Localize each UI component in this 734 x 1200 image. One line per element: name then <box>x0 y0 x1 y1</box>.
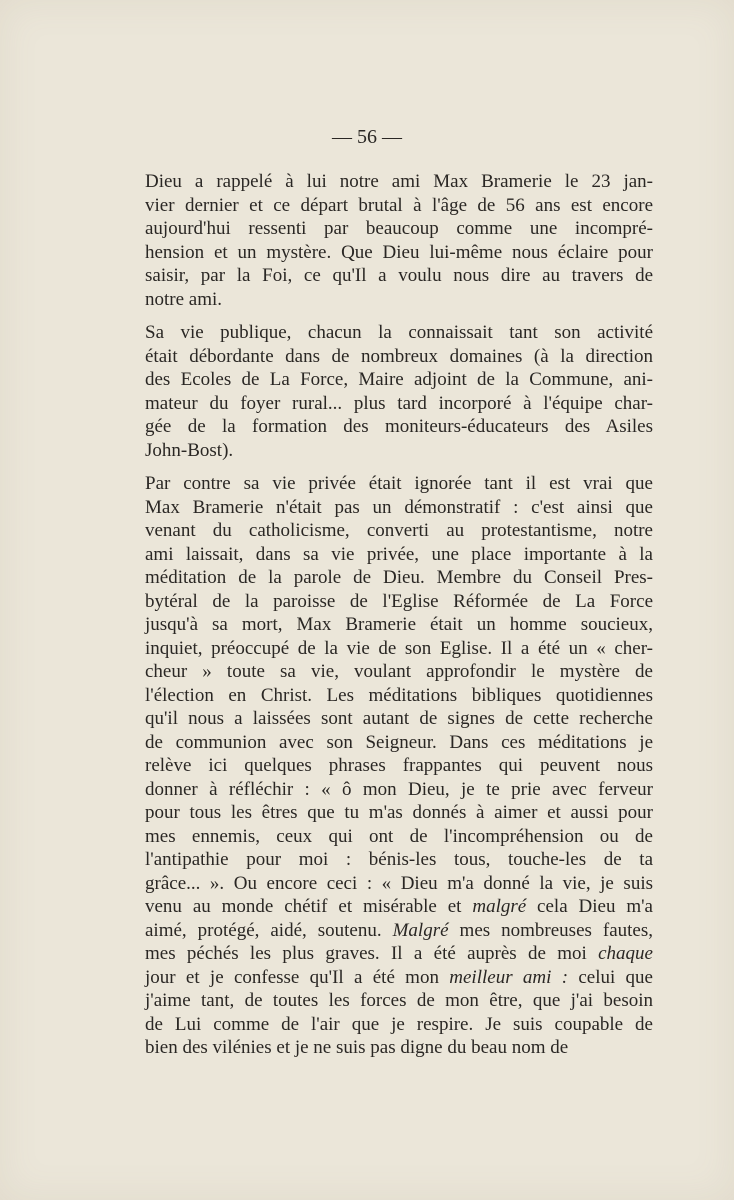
body-text <box>145 170 653 1070</box>
text-segment: cela Dieu m'a <box>526 896 653 917</box>
paragraph <box>145 472 653 1060</box>
text-line <box>145 590 653 614</box>
text-line <box>145 415 653 439</box>
text-segment: ami laissait, dans sa vie privée, une place importante à la <box>145 543 653 565</box>
text-line <box>145 368 653 392</box>
text-segment: de communion avec son Seigneur. Dans ces méditations je <box>145 731 653 753</box>
text-segment: vier dernier et ce départ brutal à l'âge de 56 ans est encore <box>145 194 653 216</box>
text-segment: aimé, protégé, aidé, soutenu. <box>145 919 393 941</box>
text-line <box>145 241 653 265</box>
paragraph <box>145 170 653 311</box>
text-segment: des Ecoles de La Force, Maire adjoint de la Commune, ani- <box>145 369 653 390</box>
text-segment: notre ami. <box>145 288 223 310</box>
text-line <box>145 519 653 543</box>
text-line <box>145 345 653 369</box>
text-segment: aujourd'hui ressenti par beaucoup comme une incompré- <box>145 218 653 239</box>
text-line <box>145 1036 653 1060</box>
text-line <box>145 801 653 825</box>
italic-text: meilleur ami : <box>449 966 569 988</box>
paragraph <box>145 321 653 462</box>
text-line <box>145 707 653 731</box>
text-line <box>145 919 653 943</box>
text-line <box>145 872 653 896</box>
text-line <box>145 778 653 802</box>
text-segment: bien des vilénies et je ne suis pas digne du beau nom de <box>145 1037 569 1058</box>
text-segment: grâce... ». Ou encore ceci : « Dieu m'a donné la vie, je suis <box>145 872 653 894</box>
text-segment: qu'il nous a laissées sont autant de signes de cette recherche <box>145 708 653 729</box>
text-segment: celui que <box>568 966 653 988</box>
text-segment: mes ennemis, ceux qui ont de l'incompréhension ou de <box>145 825 653 847</box>
text-segment: cheur » toute sa vie, voulant approfondir le mystère de <box>145 661 653 682</box>
text-line <box>145 660 653 684</box>
text-line <box>145 543 653 567</box>
text-line <box>145 264 653 288</box>
text-line <box>145 966 653 990</box>
text-line <box>145 217 653 241</box>
text-segment: méditation de la parole de Dieu. Membre du Conseil Pres- <box>145 567 653 588</box>
text-segment: venu au monde chétif et misérable et <box>145 896 473 917</box>
text-line <box>145 496 653 520</box>
text-segment: donner à réfléchir : « ô mon Dieu, je te prie avec ferveur <box>145 778 653 800</box>
text-segment: John-Bost). <box>145 439 234 461</box>
text-segment: jour et je confesse qu'Il a été mon <box>145 966 450 988</box>
text-line <box>145 288 653 312</box>
text-segment: relève ici quelques phrases frappantes qui peuvent nous <box>145 755 653 776</box>
text-line <box>145 989 653 1013</box>
text-segment: hension et un mystère. Que Dieu lui-même nous éclaire pour <box>145 241 653 263</box>
text-segment: mes nombreuses fautes, <box>448 919 653 941</box>
text-segment: Sa vie publique, chacun la connaissait tant son activité <box>145 322 653 343</box>
page-number: — 56 — <box>332 126 402 148</box>
text-segment: était débordante dans de nombreux domaines (à la direction <box>145 345 653 367</box>
text-line <box>145 439 653 463</box>
text-segment: saisir, par la Foi, ce qu'Il a voulu nous dire au travers de <box>145 265 653 286</box>
text-segment: l'élection en Christ. Les méditations bibliques quotidiennes <box>145 684 653 706</box>
text-segment: bytéral de la paroisse de l'Eglise Réformée de La Force <box>145 590 653 612</box>
text-line <box>145 637 653 661</box>
text-segment: inquiet, préoccupé de la vie de son Eglise. Il a été un « cher- <box>145 637 653 659</box>
text-line <box>145 895 653 919</box>
italic-text: malgré <box>472 896 527 917</box>
text-line <box>145 170 653 194</box>
text-segment: pour tous les êtres que tu m'as donnés à aimer et aussi pour <box>145 802 653 823</box>
text-line <box>145 848 653 872</box>
text-segment: jusqu'à sa mort, Max Bramerie était un homme soucieux, <box>145 614 653 635</box>
text-line <box>145 321 653 345</box>
text-segment: mes péchés les plus graves. Il a été auprès de moi <box>145 943 599 964</box>
text-segment: Max Bramerie n'était pas un démonstratif : c'est ainsi que <box>145 496 653 518</box>
text-line <box>145 754 653 778</box>
text-segment: venant du catholicisme, converti au protestantisme, notre <box>145 520 653 541</box>
italic-text: Malgré <box>392 919 449 941</box>
text-line <box>145 392 653 416</box>
text-line <box>145 684 653 708</box>
text-line <box>145 942 653 966</box>
text-line <box>145 825 653 849</box>
text-line <box>145 194 653 218</box>
text-segment: l'antipathie pour moi : bénis-les tous, touche-les de ta <box>145 849 653 870</box>
text-segment: Par contre sa vie privée était ignorée tant il est vrai que <box>145 473 653 494</box>
text-line <box>145 1013 653 1037</box>
text-line <box>145 472 653 496</box>
text-segment: Dieu a rappelé à lui notre ami Max Bramerie le 23 jan- <box>145 171 653 192</box>
text-line <box>145 731 653 755</box>
text-segment: j'aime tant, de toutes les forces de mon être, que j'ai besoin <box>145 990 653 1011</box>
text-segment: gée de la formation des moniteurs-éducateurs des Asiles <box>145 416 653 437</box>
text-segment: de Lui comme de l'air que je respire. Je suis coupable de <box>145 1013 653 1035</box>
italic-text: chaque <box>598 943 653 964</box>
text-line <box>145 613 653 637</box>
text-segment: mateur du foyer rural... plus tard incorporé à l'équipe char- <box>145 392 653 414</box>
text-line <box>145 566 653 590</box>
